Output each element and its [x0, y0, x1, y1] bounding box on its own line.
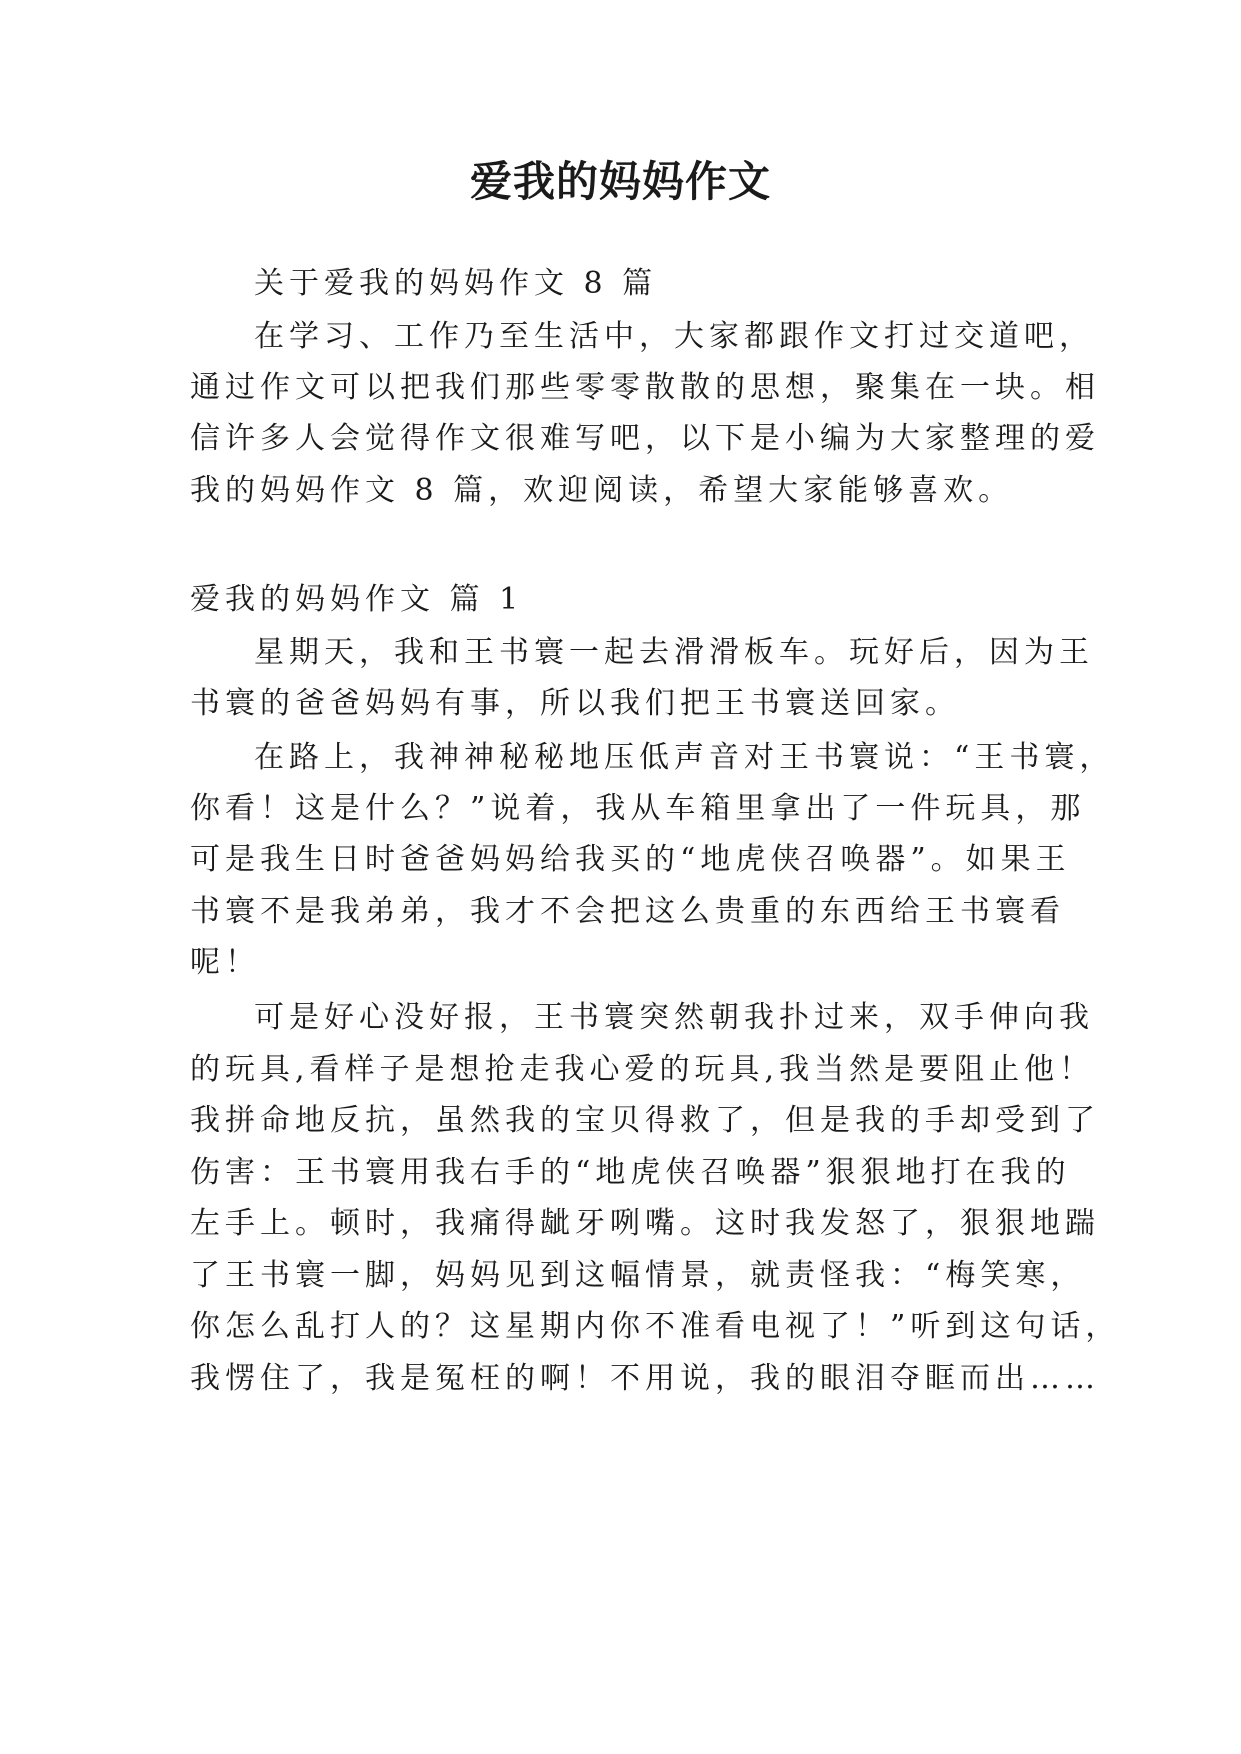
paragraph-3-line-4: 伤害：王书寰用我右手的“地虎侠召唤器”狠狠地打在我的	[190, 1155, 1071, 1190]
paragraph-2-line-4: 书寰不是我弟弟，我才不会把这么贵重的东西给王书寰看	[190, 894, 1065, 929]
paragraph-1-line-2: 书寰的爸爸妈妈有事，所以我们把王书寰送回家。	[190, 686, 960, 721]
section-heading: 爱我的妈妈作文 篇 1	[190, 582, 524, 617]
intro-heading: 关于爱我的妈妈作文 8 篇	[254, 266, 658, 301]
paragraph-3-line-7: 你怎么乱打人的？这星期内你不准看电视了！”听到这句话，	[190, 1309, 1121, 1344]
paragraph-3-line-3: 我拼命地反抗，虽然我的宝贝得救了，但是我的手却受到了	[190, 1103, 1100, 1138]
paragraph-3-line-8: 我愣住了，我是冤枉的啊！不用说，我的眼泪夺眶而出……	[190, 1361, 1100, 1396]
paragraph-2-line-5: 呢！	[190, 945, 260, 980]
intro-line-4: 我的妈妈作文 8 篇，欢迎阅读，希望大家能够喜欢。	[190, 473, 1014, 508]
intro-line-2: 通过作文可以把我们那些零零散散的思想，聚集在一块。相	[190, 370, 1100, 405]
paragraph-3-line-5: 左手上。顿时，我痛得龇牙咧嘴。这时我发怒了，狠狠地踹	[190, 1206, 1100, 1241]
paragraph-2-line-1: 在路上，我神神秘秘地压低声音对王书寰说：“王书寰，	[254, 740, 1115, 775]
paragraph-2-line-3: 可是我生日时爸爸妈妈给我买的“地虎侠召唤器”。如果王	[190, 842, 1071, 877]
intro-line-1: 在学习、工作乃至生活中，大家都跟作文打过交道吧，	[254, 319, 1094, 354]
paragraph-3-line-6: 了王书寰一脚，妈妈见到这幅情景，就责怪我：“梅笑寒，	[190, 1258, 1086, 1293]
paragraph-1-line-1: 星期天，我和王书寰一起去滑滑板车。玩好后，因为王	[254, 635, 1094, 670]
paragraph-2-line-2: 你看！这是什么？”说着，我从车箱里拿出了一件玩具，那	[190, 791, 1086, 826]
paragraph-3-line-1: 可是好心没好报，王书寰突然朝我扑过来，双手伸向我	[254, 1000, 1094, 1035]
paragraph-3-line-2: 的玩具,看样子是想抢走我心爱的玩具,我当然是要阻止他！	[190, 1052, 1095, 1087]
document-title: 爱我的妈妈作文	[469, 157, 771, 206]
intro-line-3: 信许多人会觉得作文很难写吧，以下是小编为大家整理的爱	[190, 421, 1100, 456]
